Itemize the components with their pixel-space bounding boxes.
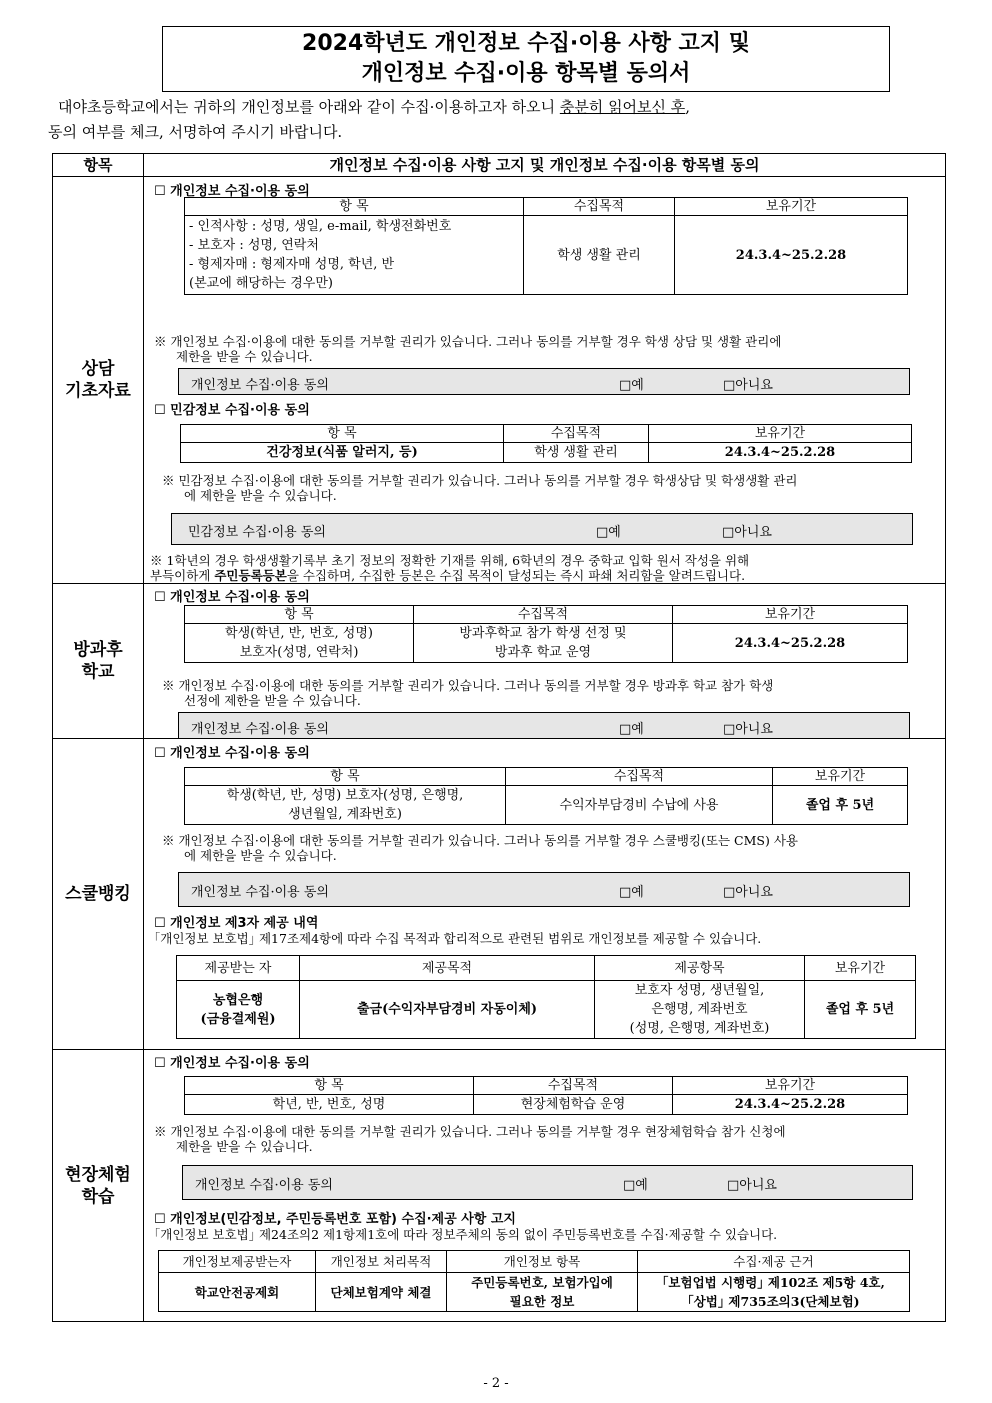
- th-period: 보유기간: [673, 606, 908, 624]
- afterschool-note-1: ※ 개인정보 수집·이용에 대한 동의를 거부할 권리가 있습니다. 그러나 동의를 거부할 경우 방과후 학교 참가 학생: [162, 678, 774, 693]
- afterschool-purpose-2: 방과후 학교 운영: [494, 645, 592, 660]
- intro-part2: ,: [685, 98, 691, 116]
- banking-purpose: 수익자부담경비 수납에 사용: [506, 786, 773, 825]
- document-title: [162, 26, 890, 92]
- consent-no-checkbox[interactable]: □아니요: [723, 722, 773, 737]
- counsel-consent-2: [171, 513, 913, 545]
- notice-header-basis: 수집·제공 근거: [638, 1251, 910, 1273]
- category-fieldtrip-line1: 현장체험: [65, 1164, 131, 1185]
- category-banking: [53, 739, 144, 1050]
- banking-item-2: 생년월일, 계좌번호): [288, 807, 402, 822]
- afterschool-item-1: 학생(학년, 반, 번호, 성명): [225, 626, 373, 641]
- counsel-sec1-period: 24.3.4~25.2.28: [675, 216, 908, 295]
- consent-label: 개인정보 수집·이용 동의: [191, 722, 329, 737]
- consent-label: 개인정보 수집·이용 동의: [195, 1178, 333, 1193]
- page-number: - 2 -: [483, 1376, 509, 1391]
- category-banking-line1: 스쿨뱅킹: [65, 884, 131, 904]
- th-period: 보유기간: [673, 1077, 908, 1095]
- counsel-consent-1: [178, 368, 910, 395]
- third-item-1: 보호자 성명, 생년월일,: [634, 983, 765, 998]
- consent-no-checkbox[interactable]: □아니요: [727, 1178, 777, 1193]
- banking-note-1: ※ 개인정보 수집·이용에 대한 동의를 거부할 권리가 있습니다. 그러나 동의를 거부할 경우 스쿨뱅킹(또는 CMS) 사용: [162, 833, 798, 848]
- th-item: 항 목: [185, 198, 524, 216]
- consent-table: [52, 153, 946, 1322]
- third-item-3: (성명, 은행명, 계좌번호): [629, 1021, 770, 1036]
- banking-third-title: ☐ 개인정보 제3자 제공 내역: [154, 916, 319, 931]
- intro-underlined: 충분히 읽어보신 후: [559, 98, 686, 116]
- banking-note-2: 에 제한을 받을 수 있습니다.: [184, 848, 337, 863]
- th-period: 보유기간: [773, 768, 908, 786]
- th-period: 보유기간: [649, 425, 912, 443]
- consent-yes-checkbox[interactable]: □예: [596, 525, 621, 540]
- header-item: 항목: [53, 154, 144, 177]
- banking-third-desc: ｢개인정보 보호법｣ 제17조제4항에 따라 수집 목적과 합리적으로 관련된 범위로 개인정보를 제공할 수 있습니다.: [154, 931, 762, 946]
- th-purpose: 수집목적: [506, 768, 773, 786]
- th-purpose: 수집목적: [414, 606, 673, 624]
- third-purpose: 출금(수익자부담경비 자동이체): [300, 981, 595, 1039]
- afterschool-period: 24.3.4~25.2.28: [673, 624, 908, 663]
- afterschool-purpose: [414, 624, 673, 663]
- notice-recipient: 학교안전공제회: [159, 1273, 316, 1312]
- banking-item-1: 학생(학년, 반, 성명) 보호자(성명, 은행명,: [226, 788, 464, 803]
- banking-content: [144, 739, 946, 1050]
- th-item: 항 목: [185, 768, 506, 786]
- intro-text: [48, 95, 948, 145]
- counsel-item-3: - 형제자매 : 형제자매 성명, 학년, 반: [189, 257, 395, 272]
- fieldtrip-table: [184, 1076, 908, 1115]
- resident-note-2c: 을 수집하며, 수집한 등본은 수집 목적이 달성되는 즉시 파쇄 처리함을 알려드립니다.: [286, 568, 746, 583]
- consent-no-checkbox[interactable]: □아니요: [723, 378, 773, 393]
- banking-items: [185, 786, 506, 825]
- afterschool-consent: [178, 712, 910, 739]
- counsel-sec2-table: [180, 424, 912, 463]
- notice-purpose: 단체보험계약 체결: [316, 1273, 447, 1312]
- third-header-recipient: 제공받는 자: [177, 956, 300, 981]
- th-item: 항 목: [181, 425, 504, 443]
- notice-basis-2: ｢상법｣ 제735조의3(단체보험): [687, 1294, 860, 1309]
- counsel-sec1-note-2: 제한을 받을 수 있습니다.: [176, 349, 313, 364]
- banking-note: [162, 833, 934, 863]
- afterschool-note: [162, 678, 934, 708]
- consent-yes-checkbox[interactable]: □예: [623, 1178, 648, 1193]
- consent-label: 개인정보 수집·이용 동의: [191, 885, 329, 900]
- consent-label: 민감정보 수집·이용 동의: [188, 525, 326, 540]
- category-counsel-line2: 기초자료: [65, 381, 131, 401]
- counsel-sec2-note-1: ※ 민감정보 수집·이용에 대한 동의를 거부할 권리가 있습니다. 그러나 동의를 거부할 경우 학생상담 및 학생생활 관리: [162, 473, 798, 488]
- counsel-sec2-note: [162, 473, 934, 503]
- consent-yes-checkbox[interactable]: □예: [619, 885, 644, 900]
- resident-note-1: ※ 1학년의 경우 학생생활기록부 초기 정보의 정확한 기재를 위해, 6학년의 경우 중학교 입학 원서 작성을 위해: [150, 553, 750, 568]
- third-period: 졸업 후 5년: [805, 981, 916, 1039]
- banking-period: 졸업 후 5년: [773, 786, 908, 825]
- fieldtrip-period: 24.3.4~25.2.28: [673, 1095, 908, 1115]
- th-purpose: 수집목적: [524, 198, 675, 216]
- category-afterschool-line1: 방과후: [73, 640, 123, 660]
- counsel-sec2-note-2: 에 제한을 받을 수 있습니다.: [184, 488, 337, 503]
- header-content: 개인정보 수집·이용 사항 고지 및 개인정보 수집·이용 항목별 동의: [144, 154, 946, 177]
- fieldtrip-notice-title: ☐ 개인정보(민감정보, 주민등록번호 포함) 수집·제공 사항 고지: [154, 1212, 516, 1227]
- th-purpose: 수집목적: [474, 1077, 673, 1095]
- afterschool-note-2: 선정에 제한을 받을 수 있습니다.: [184, 693, 361, 708]
- intro-line2: 동의 여부를 체크, 서명하여 주시기 바랍니다.: [48, 123, 343, 141]
- banking-table: [184, 767, 908, 825]
- counsel-sec1-note-1: ※ 개인정보 수집·이용에 대한 동의를 거부할 권리가 있습니다. 그러나 동의를 거부할 경우 학생 상담 및 생활 관리에: [154, 334, 782, 349]
- afterschool-purpose-1: 방과후학교 참가 학생 선정 및: [459, 626, 627, 641]
- notice-header-recipient: 개인정보제공받는자: [159, 1251, 316, 1273]
- category-fieldtrip: [53, 1050, 144, 1322]
- fieldtrip-note-2: 제한을 받을 수 있습니다.: [176, 1139, 313, 1154]
- notice-item-2: 필요한 정보: [509, 1294, 575, 1309]
- consent-no-checkbox[interactable]: □아니요: [723, 885, 773, 900]
- fieldtrip-item: 학년, 반, 번호, 성명: [185, 1095, 474, 1115]
- banking-title: ☐ 개인정보 수집·이용 동의: [154, 746, 310, 761]
- counsel-item-1: - 인적사항 : 성명, 생일, e-mail, 학생전화번호: [189, 219, 452, 234]
- notice-items: [447, 1273, 638, 1312]
- category-counsel-line1: 상담: [81, 359, 115, 379]
- consent-no-checkbox[interactable]: □아니요: [722, 525, 772, 540]
- notice-header-purpose: 개인정보 처리목적: [316, 1251, 447, 1273]
- th-item: 항 목: [185, 606, 414, 624]
- fieldtrip-notice-table: [158, 1250, 910, 1312]
- fieldtrip-purpose: 현장체험학습 운영: [474, 1095, 673, 1115]
- category-fieldtrip-line2: 학습: [81, 1186, 115, 1207]
- counsel-sec1-note: [154, 334, 934, 364]
- title-line-1: 2024학년도 개인정보 수집·이용 사항 고지 및: [302, 31, 750, 56]
- counsel-sec1-items: [185, 216, 524, 295]
- th-purpose: 수집목적: [504, 425, 649, 443]
- counsel-item-2: - 보호자 : 성명, 연락처: [189, 238, 319, 253]
- consent-yes-checkbox[interactable]: □예: [619, 722, 644, 737]
- third-item-2: 은행명, 계좌번호: [651, 1002, 748, 1017]
- notice-header-items: 개인정보 항목: [447, 1251, 638, 1273]
- counsel-sec1-table: [184, 197, 908, 295]
- banking-consent: [178, 872, 910, 907]
- counsel-sec2-item: 건강정보(식품 알러지, 등): [181, 443, 504, 463]
- resident-note-2a: 부득이하게: [150, 568, 215, 583]
- th-period: 보유기간: [675, 198, 908, 216]
- third-header-items: 제공항목: [595, 956, 805, 981]
- intro-part1: 대야초등학교에서는 귀하의 개인정보를 아래와 같이 수집·이용하고자 하오니: [58, 98, 560, 116]
- afterschool-items: [185, 624, 414, 663]
- consent-yes-checkbox[interactable]: □예: [619, 378, 644, 393]
- afterschool-item-2: 보호자(성명, 연락처): [239, 645, 359, 660]
- title-line-2: 개인정보 수집·이용 항목별 동의서: [361, 61, 691, 86]
- notice-item-1: 주민등록번호, 보험가입에: [471, 1275, 613, 1290]
- third-recipient: [177, 981, 300, 1039]
- counsel-item-4: (본교에 해당하는 경우만): [189, 276, 333, 291]
- third-header-purpose: 제공목적: [300, 956, 595, 981]
- category-afterschool: [53, 584, 144, 739]
- counsel-sec2-period: 24.3.4~25.2.28: [649, 443, 912, 463]
- fieldtrip-content: [144, 1050, 946, 1322]
- resident-note: [150, 553, 940, 583]
- category-afterschool-line2: 학교: [81, 662, 115, 682]
- fieldtrip-title: ☐ 개인정보 수집·이용 동의: [154, 1056, 310, 1071]
- counsel-content: [144, 177, 946, 584]
- category-counsel: [53, 177, 144, 584]
- fieldtrip-note: [154, 1124, 934, 1154]
- banking-third-table: [176, 955, 916, 1039]
- afterschool-table: [184, 605, 908, 663]
- notice-basis-1: ｢보험업법 시행령｣ 제102조 제5항 4호,: [662, 1275, 885, 1290]
- resident-note-2b: 주민등록등본: [214, 568, 287, 583]
- notice-basis: [638, 1273, 910, 1312]
- third-recipient-2: (금융결제원): [200, 1011, 276, 1027]
- counsel-sec1-title: ☐ 개인정보 수집·이용 동의: [154, 184, 310, 199]
- afterschool-content: [144, 584, 946, 739]
- fieldtrip-note-1: ※ 개인정보 수집·이용에 대한 동의를 거부할 권리가 있습니다. 그러나 동의를 거부할 경우 현장체험학습 참가 신청에: [154, 1124, 786, 1139]
- fieldtrip-consent: [182, 1165, 913, 1200]
- third-items: [595, 981, 805, 1039]
- fieldtrip-notice-desc: ｢개인정보 보호법｣ 제24조의2 제1항제1호에 따라 정보주체의 동의 없이 주민등록번호를 수집·제공할 수 있습니다.: [154, 1227, 778, 1242]
- counsel-sec2-title: ☐ 민감정보 수집·이용 동의: [154, 403, 310, 418]
- consent-label: 개인정보 수집·이용 동의: [191, 378, 329, 393]
- afterschool-title: ☐ 개인정보 수집·이용 동의: [154, 590, 310, 605]
- counsel-sec1-purpose: 학생 생활 관리: [524, 216, 675, 295]
- counsel-sec2-purpose: 학생 생활 관리: [504, 443, 649, 463]
- third-recipient-1: 농협은행: [212, 992, 264, 1008]
- th-item: 항 목: [185, 1077, 474, 1095]
- third-header-period: 보유기간: [805, 956, 916, 981]
